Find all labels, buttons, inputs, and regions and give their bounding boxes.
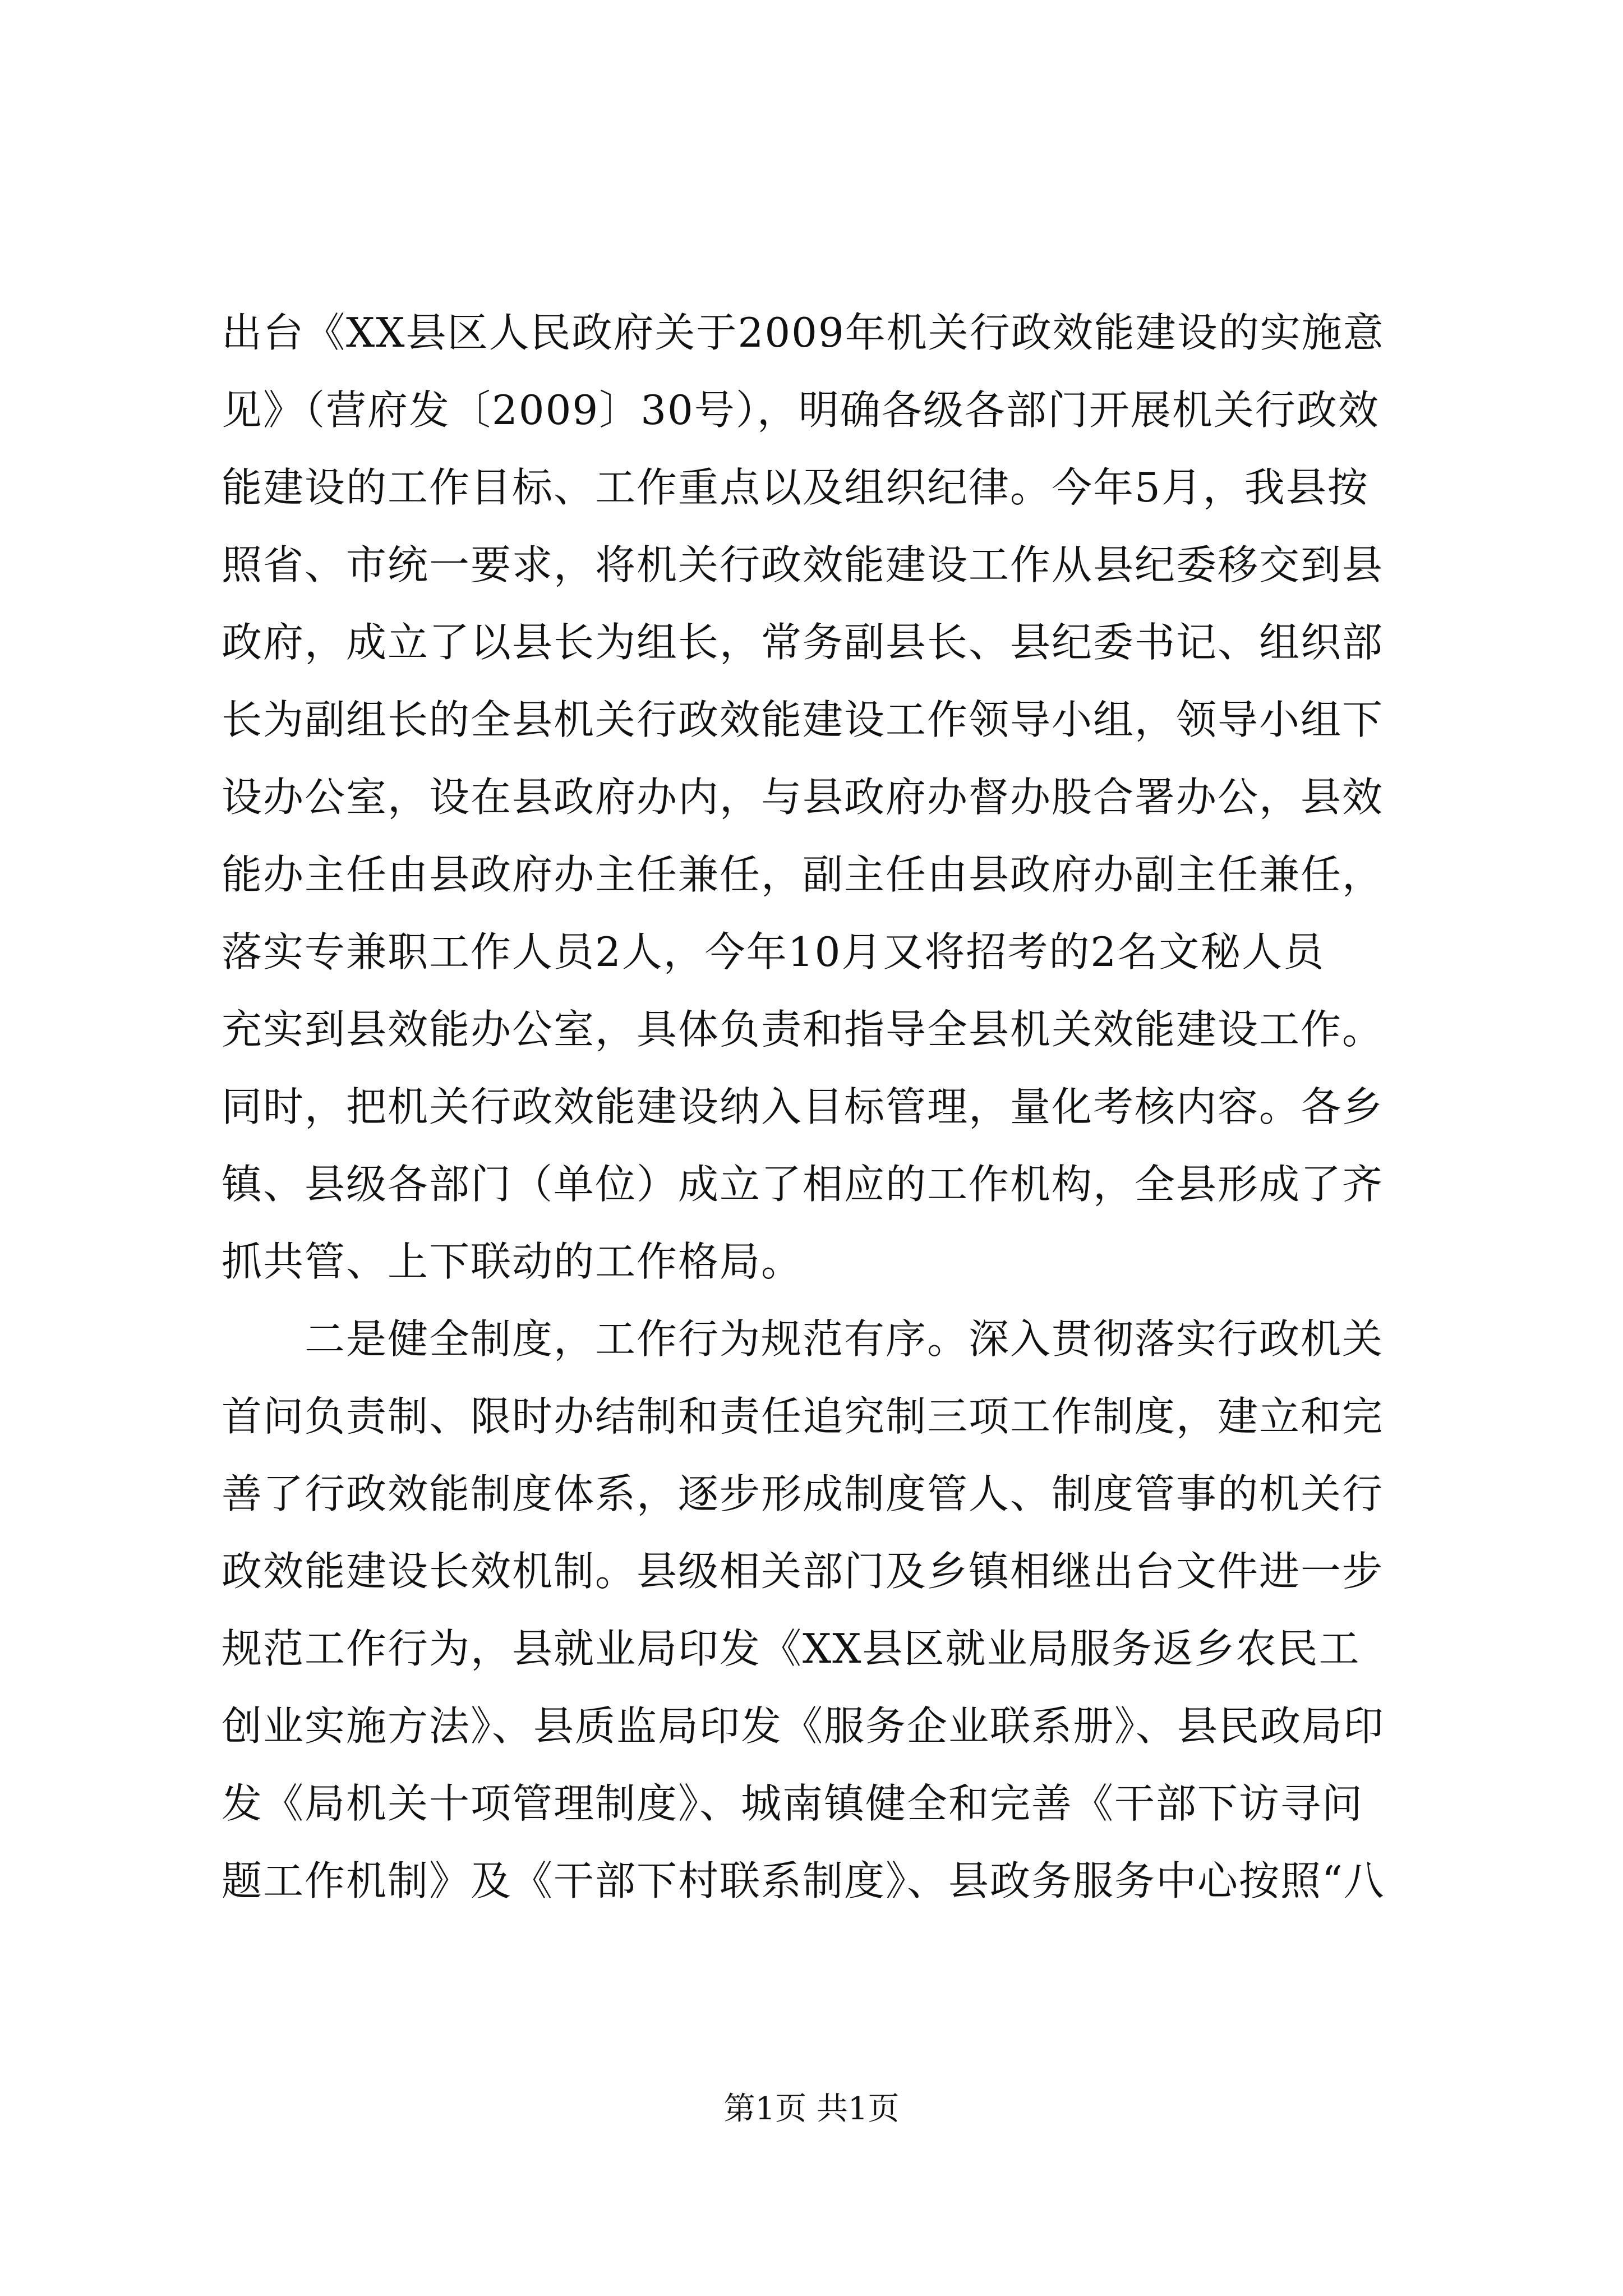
text-line: 政府，成立了以县长为组长，常务副县长、县纪委书记、组织部 xyxy=(222,619,1384,666)
text-line: 能建设的工作目标、工作重点以及组织纪律。今年5月，我县按 xyxy=(222,464,1369,511)
body-text xyxy=(222,294,1405,1920)
text-line: 设办公室，设在县政府办内，与县政府办督办股合署办公，县效 xyxy=(222,774,1384,821)
text-line: 题工作机制》及《干部下村联系制度》、县政务服务中心按照“八 xyxy=(222,1857,1385,1904)
text-line: 照省、市统一要求，将机关行政效能建设工作从县纪委移交到县 xyxy=(222,541,1384,588)
page-number: 第1页 共1页 xyxy=(723,2091,900,2127)
page-footer xyxy=(0,2087,1623,2132)
text-line: 出台《XX县区人民政府关于2009年机关行政效能建设的实施意 xyxy=(222,309,1385,356)
text-line: 能办主任由县政府办主任兼任，副主任由县政府办副主任兼任， xyxy=(222,851,1384,898)
text-line: 长为副组长的全县机关行政效能建设工作领导小组，领导小组下 xyxy=(222,696,1384,743)
text-line: 落实专兼职工作人员2人，今年10月又将招考的2名文秘人员 xyxy=(222,928,1325,976)
text-line: 镇、县级各部门（单位）成立了相应的工作机构，全县形成了齐 xyxy=(222,1161,1384,1208)
text-line: 规范工作行为，县就业局印发《XX县区就业局服务返乡农民工 xyxy=(222,1625,1361,1672)
text-line: 发《局机关十项管理制度》、城南镇健全和完善《干部下访寻问 xyxy=(222,1780,1364,1827)
text-line: 政效能建设长效机制。县级相关部门及乡镇相继出台文件进一步 xyxy=(222,1548,1384,1595)
text-line: 首问负责制、限时办结制和责任追究制三项工作制度，建立和完 xyxy=(222,1393,1384,1440)
paragraph-start-line: 二是健全制度，工作行为规范有序。深入贯彻落实行政机关 xyxy=(222,1315,1384,1363)
text-line: 同时，把机关行政效能建设纳入目标管理，量化考核内容。各乡 xyxy=(222,1083,1384,1130)
text-line: 见》（营府发〔2009〕30号），明确各级各部门开展机关行政效 xyxy=(222,386,1380,434)
text-line: 善了行政效能制度体系，逐步形成制度管人、制度管事的机关行 xyxy=(222,1470,1384,1517)
text-line: 抓共管、上下联动的工作格局。 xyxy=(222,1238,803,1285)
text-line: 创业实施方法》、县质监局印发《服务企业联系册》、县民政局印 xyxy=(222,1703,1385,1750)
text-line: 充实到县效能办公室，具体负责和指导全县机关效能建设工作。 xyxy=(222,1006,1384,1053)
